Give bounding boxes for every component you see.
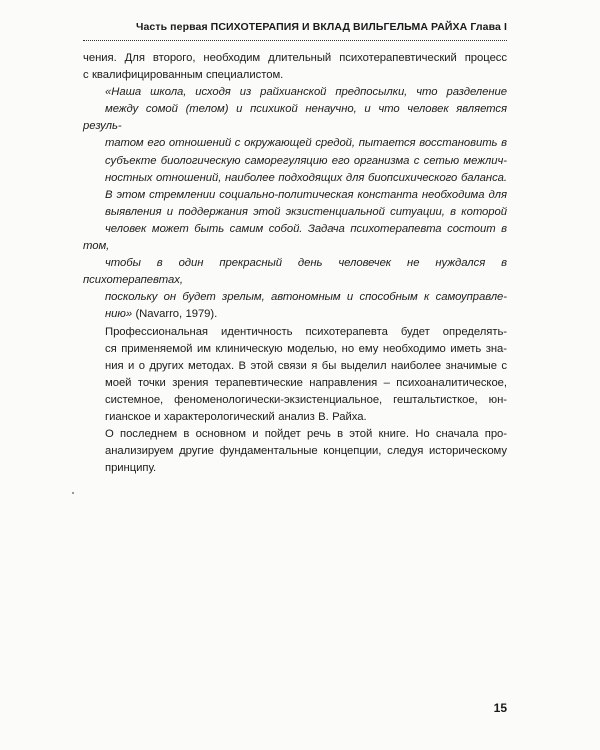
- quote-line: поскольку он будет зрелым, автономным и способным к самоуправле-: [105, 291, 507, 304]
- paragraph-quote: [83, 84, 507, 323]
- quote-line: человек может быть самим собой. Задача психотерапевта состоит в том,: [83, 222, 507, 253]
- text-line: системное, феноменологически-экзистенциальное, гештальтисткое, юн-: [105, 393, 507, 406]
- text-line: ся применяемой им клиническую моделью, но ему необходимо иметь зна-: [105, 342, 507, 355]
- text-line: анализируем другие фундаментальные концепции, следуя историческому: [105, 445, 507, 458]
- header-dotted-rule: [83, 40, 507, 41]
- quote-line-last: [83, 306, 507, 323]
- quote-line: В этом стремлении социально-политическая константа необходима для: [105, 188, 507, 201]
- quote-line: «Наша школа, исходя из райхианской предпосылки, что разделение: [105, 86, 507, 99]
- quote-line: между сомой (телом) и психикой ненаучно, и что человек является резуль-: [83, 103, 507, 133]
- paragraph-4: [83, 426, 507, 477]
- citation: (Navarro, 1979).: [132, 308, 218, 321]
- text-line: ния и о других методах. В этой связи я бы выделил наиболее значимые с: [105, 359, 507, 372]
- paragraph-1: [83, 50, 507, 84]
- text-line: моей точки зрения терапевтические направления – психоаналитическое,: [105, 376, 507, 389]
- running-head: Часть первая ПСИХОТЕРАПИЯ И ВКЛАД ВИЛЬГЕЛЬМА РАЙХА Глава I: [136, 21, 507, 33]
- quote-line: чтобы в один прекрасный день человечек не нуждался в психотерапевтах,: [83, 257, 507, 287]
- text-line: с квалифицированным специалистом.: [83, 69, 284, 82]
- body-text: [83, 50, 507, 477]
- text-line: принципу.: [105, 462, 157, 475]
- text-line: гианское и характерологический анализ В. Райха.: [105, 410, 367, 423]
- print-speck: [72, 492, 74, 494]
- quote-line: ностных отношений, наиболее подходящих для биопсихического баланса.: [105, 171, 507, 184]
- text-line: чения. Для второго, необходим длительный психотерапевтический процесс: [83, 52, 507, 64]
- paragraph-3: [83, 324, 507, 427]
- quote-line: выявления и поддержания этой экзистенциальной ситуации, в которой: [105, 205, 507, 218]
- page-number: 15: [493, 701, 507, 715]
- text-line: Профессиональная идентичность психотерапевта будет определять-: [105, 325, 507, 338]
- quote-line: субъекте биологическую саморегуляцию его организма с сетью межлич-: [105, 154, 507, 167]
- quote-end: нию»: [105, 308, 133, 321]
- quote-line: татом его отношений с окружающей средой, пытается восстановить в: [105, 137, 507, 150]
- text-line: О последнем в основном и пойдет речь в этой книге. Но сначала про-: [105, 428, 507, 441]
